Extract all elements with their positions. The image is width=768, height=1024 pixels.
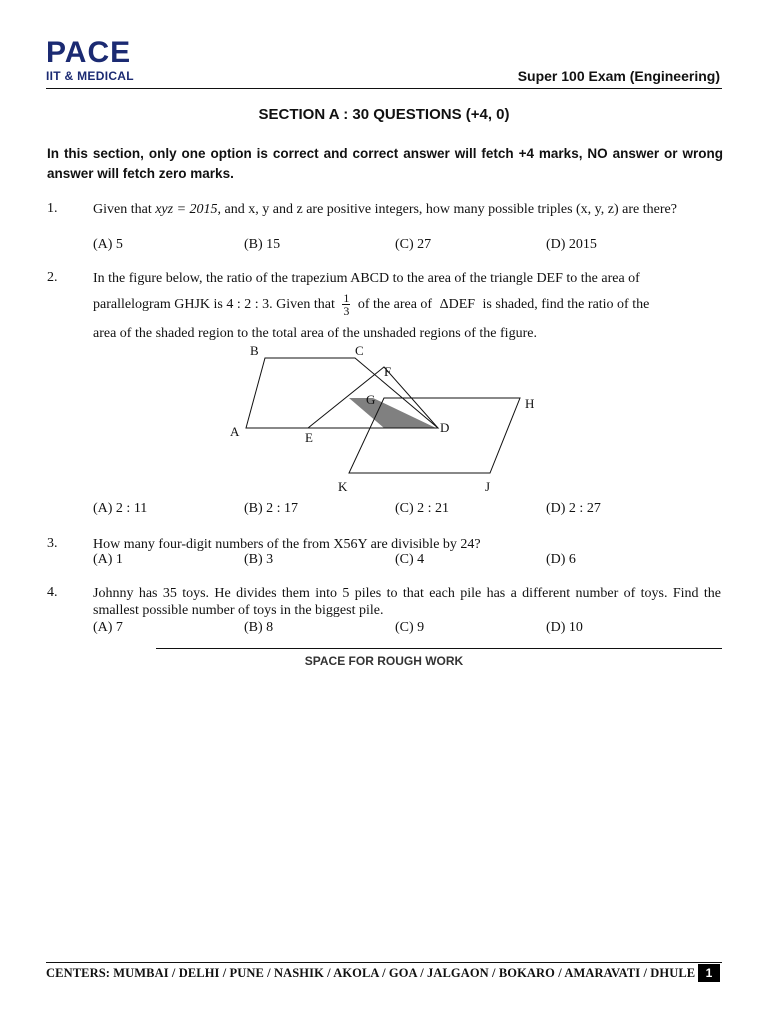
question-3-number: 3. <box>47 536 58 551</box>
q2-fraction-denominator: 3 <box>343 304 350 319</box>
logo-pace: PACE <box>46 36 132 69</box>
label-b: B <box>250 343 259 358</box>
question-3-text: How many four-digit numbers of the from X56Y are divisible by 24? <box>93 537 481 552</box>
q4-option-b: (B) 8 <box>244 620 274 635</box>
question-2-line-1: In the figure below, the ratio of the trapezium ABCD to the area of the triangle DEF to the area of <box>93 271 640 286</box>
question-2-line-3: area of the shaded region to the total area of the unshaded regions of the figure. <box>93 326 537 341</box>
section-title: SECTION A : 30 QUESTIONS (+4, 0) <box>258 106 510 123</box>
footer-divider <box>46 962 722 963</box>
rough-work-label: SPACE FOR ROUGH WORK <box>304 654 464 668</box>
section-instructions: In this section, only one option is correct and correct answer will fetch +4 marks, NO answer or wrong answer will fetch zero marks. <box>47 146 723 181</box>
q1-option-c: (C) 27 <box>395 237 432 252</box>
q2-geometry-figure <box>220 340 550 500</box>
label-f: F <box>384 364 392 379</box>
shaded-region <box>349 398 436 428</box>
label-a: A <box>230 424 240 439</box>
question-4-text: Johnny has 35 toys. He divides them into 5 piles to that each pile has a different number of toys. Find the smallest possible number of toys in the biggest pile. <box>93 586 721 618</box>
q1-text-b: , and x, y and z are positive integers, how many possible triples (x, y, z) are there? <box>217 202 677 217</box>
label-j: J <box>485 479 491 494</box>
question-2-line-2 <box>93 290 721 320</box>
rough-work-divider <box>156 648 722 649</box>
q3-option-c: (C) 4 <box>395 552 425 567</box>
footer-centers: CENTERS: MUMBAI / DELHI / PUNE / NASHIK / AKOLA / GOA / JALGAON / BOKARO / AMARAVATI / DHULE <box>46 966 696 980</box>
q4-option-d: (D) 10 <box>546 620 583 635</box>
q2-option-d: (D) 2 : 27 <box>546 501 601 516</box>
label-d: D <box>440 420 450 435</box>
q3-option-d: (D) 6 <box>546 552 576 567</box>
page-number: 1 <box>698 964 720 982</box>
q3-option-b: (B) 3 <box>244 552 274 567</box>
label-e: E <box>305 430 313 445</box>
exam-title: Super 100 Exam (Engineering) <box>517 68 720 84</box>
question-1-number: 1. <box>47 201 58 216</box>
question-1-text <box>93 201 721 218</box>
q1-option-a: (A) 5 <box>93 237 123 252</box>
label-h: H <box>525 396 535 411</box>
label-k: K <box>338 479 348 494</box>
q2-option-b: (B) 2 : 17 <box>244 501 299 516</box>
q2-line2-a: parallelogram GHJK is 4 : 2 : 3. Given that <box>93 297 335 312</box>
q2-line2-b: of the area of <box>357 297 433 312</box>
q1-option-b: (B) 15 <box>244 237 281 252</box>
logo-subtitle: IIT & MEDICAL <box>46 69 134 83</box>
q2-fraction <box>342 292 350 317</box>
q1-option-d: (D) 2015 <box>546 237 597 252</box>
label-g: G <box>366 392 376 407</box>
q2-option-c: (C) 2 : 21 <box>395 501 450 516</box>
q3-option-a: (A) 1 <box>93 552 123 567</box>
label-c: C <box>355 343 364 358</box>
question-2-number: 2. <box>47 270 58 285</box>
q2-fraction-numerator: 1 <box>343 291 350 306</box>
q2-triangle-def: ΔDEF <box>439 297 476 312</box>
q1-equation: xyz = 2015 <box>155 202 218 217</box>
q2-option-a: (A) 2 : 11 <box>93 501 148 516</box>
q4-option-a: (A) 7 <box>93 620 123 635</box>
q4-option-c: (C) 9 <box>395 620 425 635</box>
header-divider <box>46 88 722 89</box>
question-4-number: 4. <box>47 585 58 600</box>
q2-line2-d: is shaded, find the ratio of the <box>482 297 650 312</box>
q1-text-a: Given that <box>93 202 156 217</box>
